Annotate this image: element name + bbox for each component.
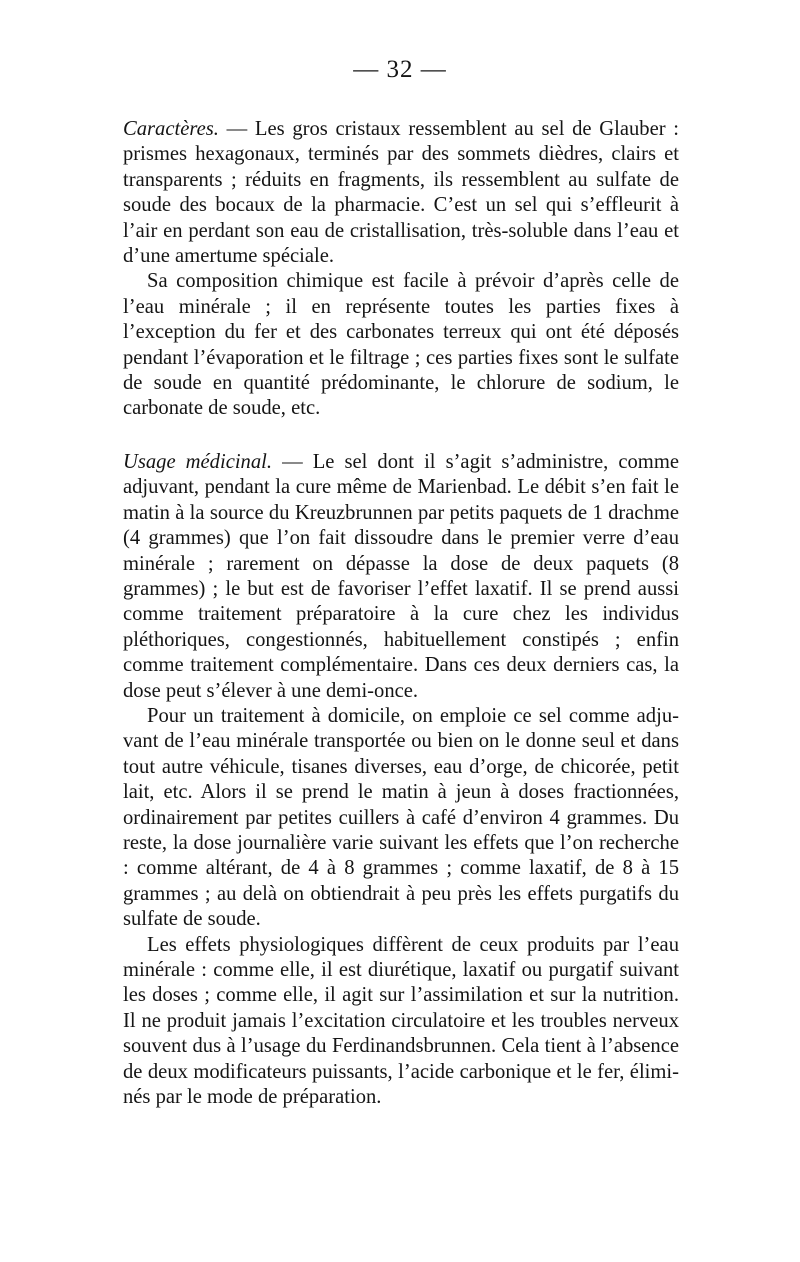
paragraph-usage-medicinal xyxy=(123,450,679,704)
paragraph-text: — Le sel dont il s’agit s’administre, comme adjuvant, pendant la cure même de Marienbad. Le débit s’en fait le matin à la source du Kreuzbrunnen par petits paquets de 1 drachme (4 grammes) que l’on fait dissoudre dans le premier verre d’eau minérale ; rarement on dépasse la dose de deux paquets (8 grammes) ; le but est de favoriser l’effet laxatif. Il se prend aussi comme traitement préparatoire à la cure chez les individus pléthoriques, congestionnés, habituellement constipés ; enfin comme traitement complémentaire. Dans ces deux derniers cas, la dose peut s’élever à une demi-once. xyxy=(123,450,679,702)
paragraph-text: Pour un traitement à domicile, on emploie ce sel comme adjuvant de l’eau minérale transportée ou bien on le donne seul et dans tout autre véhicule, tisanes diverses, eau d’orge, de chicorée, petit lait, etc. Alors il se prend le matin à jeun à doses fractionnées, ordinairement par petites cuillers à café d’environ 4 grammes. Du reste, la dose journalière varie suivant les effets que l’on recherche : comme altérant, de 4 à 8 grammes ; comme laxatif, de 8 à 15 grammes ; au delà on obtiendrait à peu près les effets purgatifs du sulfate de soude. xyxy=(123,704,679,931)
paragraph-text: Sa composition chimique est facile à prévoir d’après celle de l’eau minérale ; il en représente toutes les parties fixes à l’exception du fer et des carbonates terreux qui ont été déposés pendant l’évaporation et le filtrage ; ces parties fixes sont le sulfate de soude en quantité prédominante, le chlorure de sodium, le carbonate de soude, etc. xyxy=(123,270,679,420)
paragraph-traitement-domicile xyxy=(123,704,679,933)
body-text xyxy=(123,117,679,1110)
page-number: — 32 — xyxy=(353,56,447,83)
paragraph-caracteres xyxy=(123,117,679,269)
paragraph-effets-physiologiques xyxy=(123,933,679,1111)
paragraph-text: Les effets physiologiques diffèrent de ceux produits par l’eau minérale : comme elle, il est diurétique, laxatif ou purgatif suivant les doses ; comme elle, il agit sur l’assimilation et sur la nutrition. Il ne produit jamais l’excitation circulatoire et les troubles nerveux souvent dus à l’usage du Ferdinandsbrunnen. Cela tient à l’absence de deux modificateurs puissants, l’acide carbonique et le fer, éliminés par le mode de préparation. xyxy=(123,933,679,1109)
section-heading-caracteres: Caractères. xyxy=(123,118,219,140)
paragraph-text: — Les gros cristaux ressemblent au sel de Glauber : prismes hexagonaux, terminés par des sommets dièdres, clairs et transparents ; réduits en fragments, ils ressemblent au sulfate de soude des bocaux de la pharmacie. C’est un sel qui s’effleurit à l’air en perdant son eau de cristallisation, très-soluble dans l’eau et d’une amertume spéciale. xyxy=(123,118,679,268)
section-heading-usage-medicinal: Usage médicinal. xyxy=(123,450,273,473)
paragraph-composition xyxy=(123,269,679,421)
